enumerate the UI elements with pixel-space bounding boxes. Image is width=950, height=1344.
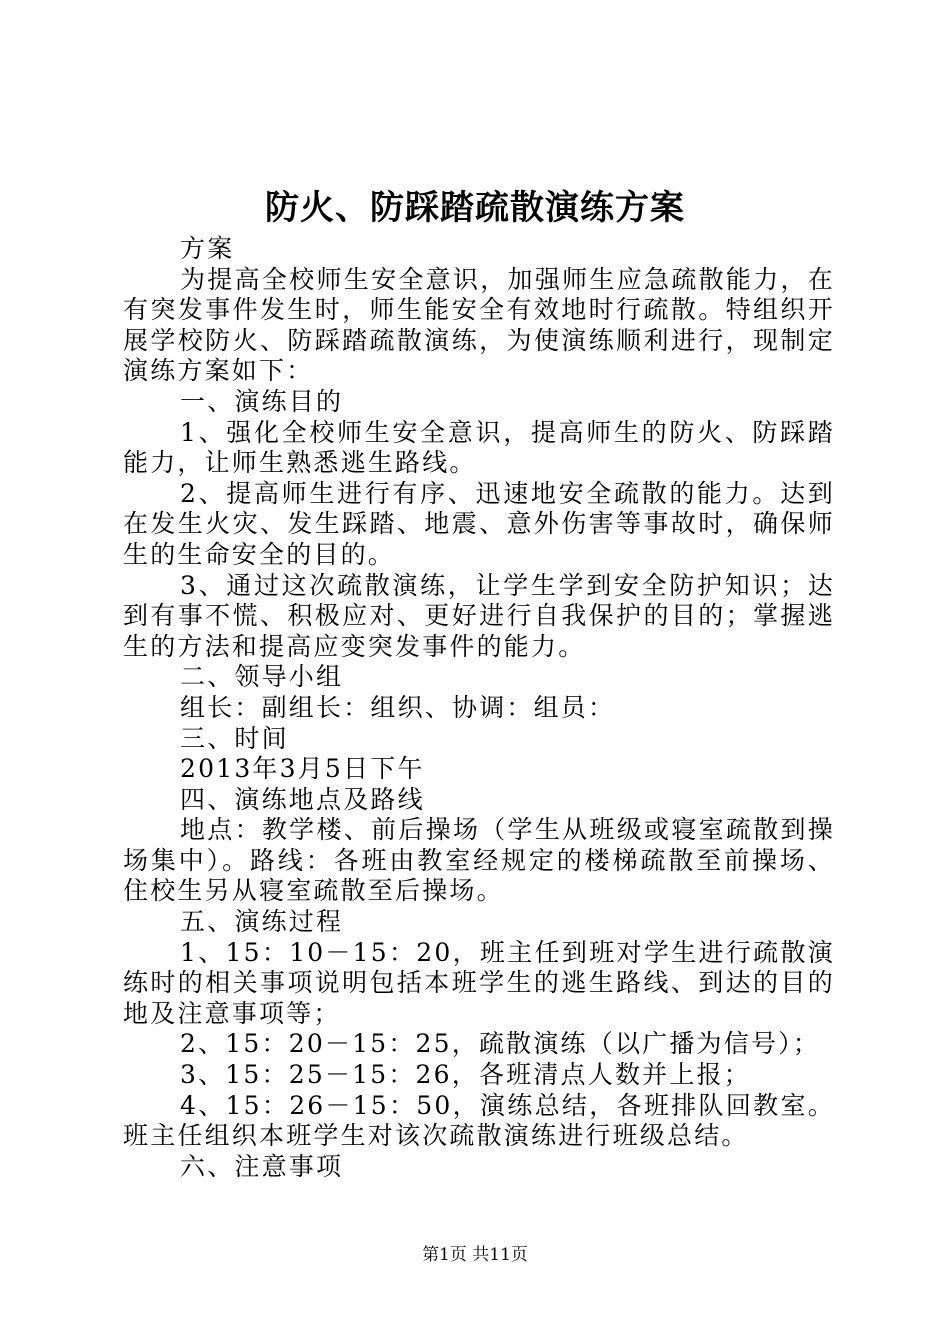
document-body (123, 234, 835, 1182)
paragraph: 3、15：25－15：26，各班清点人数并上报； (180, 1060, 751, 1090)
section-heading: 四、演练地点及路线 (180, 784, 425, 814)
section-heading: 三、时间 (180, 723, 289, 753)
paragraph: 地点：教学楼、前后操场（学生从班级或寝室疏散到操场集中）。路线：各班由教室经规定的楼梯疏散至前操场、住校生另从寝室疏散至后操场。 (123, 815, 835, 906)
paragraph: 1、强化全校师生安全意识，提高师生的防火、防踩踏能力，让师生熟悉逃生路线。 (123, 417, 835, 478)
paragraph: 方案 (180, 234, 235, 263)
section-heading: 六、注意事项 (180, 1151, 344, 1181)
section-heading: 一、演练目的 (180, 386, 344, 416)
paragraph: 1、15：10－15：20，班主任到班对学生进行疏散演练时的相关事项说明包括本班学生的逃生路线、到达的目的地及注意事项等； (123, 937, 835, 1028)
section-heading: 二、领导小组 (180, 662, 344, 692)
page-footer: 第1页 共11页 (422, 1245, 528, 1265)
paragraph: 2、15：20－15：25，疏散演练（以广播为信号）； (180, 1029, 821, 1059)
paragraph: 2、提高师生进行有序、迅速地安全疏散的能力。达到在发生火灾、发生踩踏、地震、意外伤害等事故时，确保师生的生命安全的目的。 (123, 478, 835, 569)
paragraph: 4、15：26－15：50，演练总结，各班排队回教室。班主任组织本班学生对该次疏散演练进行班级总结。 (123, 1090, 835, 1151)
document-title: 防火、防踩踏疏散演练方案 (265, 188, 685, 228)
paragraph: 组长：副组长：组织、协调：组员： (180, 692, 616, 722)
section-heading: 五、演练过程 (180, 907, 344, 937)
paragraph: 3、通过这次疏散演练，让学生学到安全防护知识；达到有事不慌、积极应对、更好进行自我保护的目的；掌握逃生的方法和提高应变突发事件的能力。 (123, 570, 835, 661)
paragraph: 2013年3月5日下午 (180, 754, 425, 784)
paragraph: 为提高全校师生安全意识，加强师生应急疏散能力，在有突发事件发生时，师生能安全有效地时行疏散。特组织开展学校防火、防踩踏疏散演练，为使演练顺利进行，现制定演练方案如下： (123, 264, 835, 386)
